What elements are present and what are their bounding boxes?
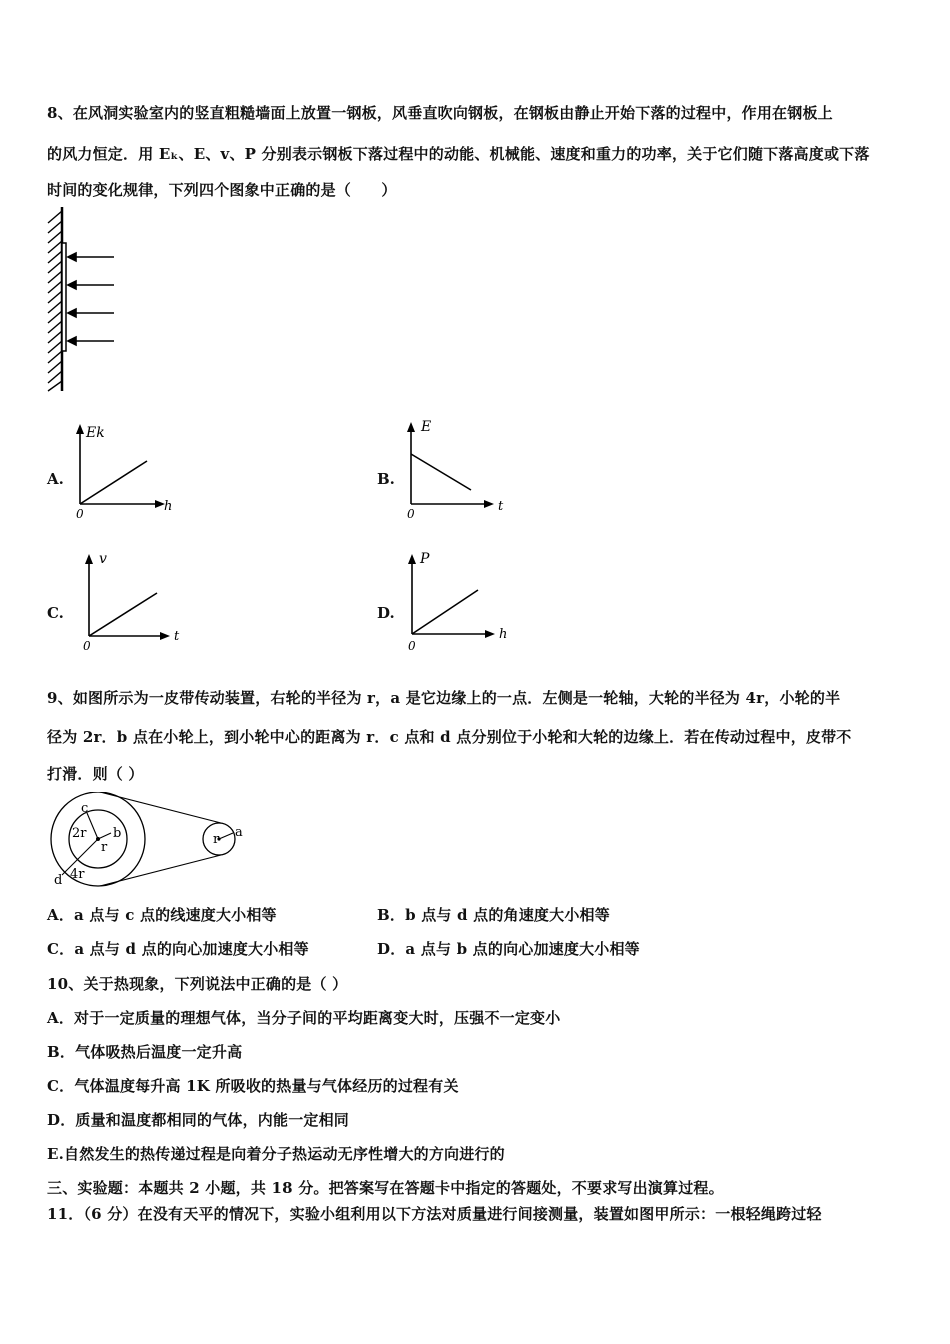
q9-option-a: A．a 点与 c 点的线速度大小相等 [47,906,277,924]
q8-line-1: 8、在风洞实验室内的竖直粗糙墙面上放置一钢板，风垂直吹向钢板，在钢板由静止开始下落的过程中，作用在钢板上 [47,104,833,122]
q8-graph-d [402,546,517,654]
q9-option-c: C．a 点与 d 点的向心加速度大小相等 [47,940,309,958]
q8-graph-d-y-label: P [420,551,430,567]
label-4r: 4r [70,867,85,882]
label-b: b [113,826,122,841]
q8-graph-a-origin: 0 [76,507,84,521]
q8-graph-a-y-label: Ek [86,425,105,441]
label-d: d [54,873,63,888]
q8-line-2: 的风力恒定．用 Eₖ、E、v、P 分别表示钢板下落过程中的动能、机械能、速度和重力的功率，关于它们随下落高度或下落 [47,145,870,163]
q11-stem: 11．（6 分）在没有天平的情况下，实验小组利用以下方法对质量进行间接测量，装置如图甲所示：一根轻绳跨过轻 [47,1205,822,1223]
label-c: c [81,801,89,816]
q8-graph-b-x-label: t [498,499,504,514]
q8-graph-c-x-label: t [174,629,180,644]
label-2r: 2r [72,826,87,841]
q8-graph-b [401,414,516,522]
q10-option-d: D．质量和温度都相同的气体，内能一定相同 [47,1111,350,1129]
q8-graph-b-origin: 0 [407,507,415,521]
q8-graph-a [70,418,185,523]
q10-option-a: A．对于一定质量的理想气体，当分子间的平均距离变大时，压强不一定变小 [47,1009,561,1027]
wind-tunnel-figure [40,205,130,395]
q10-stem: 10、关于热现象，下列说法中正确的是（ ） [47,975,348,993]
q8-graph-c [79,546,189,654]
q8-graph-d-origin: 0 [408,639,416,653]
q8-graph-c-origin: 0 [83,639,91,653]
belt-drive-figure [45,792,260,892]
q8-graph-c-y-label: v [99,551,107,567]
q10-option-b: B．气体吸热后温度一定升高 [47,1043,243,1061]
q8-option-c-label: C. [47,604,64,622]
q9-line-1: 9、如图所示为一皮带传动装置，右轮的半径为 r，a 是它边缘上的一点．左侧是一轮轴，大轮的半径为 4r，小轮的半 [47,689,841,707]
q10-option-c: C．气体温度每升高 1K 所吸收的热量与气体经历的过程有关 [47,1077,459,1095]
q8-graph-d-x-label: h [499,627,508,642]
q9-option-b: B．b 点与 d 点的角速度大小相等 [377,906,610,924]
q8-graph-b-y-label: E [421,419,432,435]
q8-option-a-label: A. [47,470,64,488]
q8-line-3: 时间的变化规律，下列四个图象中正确的是（ ） [47,181,397,199]
label-r-right: r [213,832,220,847]
q8-option-b-label: B. [377,470,395,488]
q9-line-2: 径为 2r．b 点在小轮上，到小轮中心的距离为 r．c 点和 d 点分别位于小轮和大轮的边缘上．若在传动过程中，皮带不 [47,728,852,746]
label-a: a [235,825,243,840]
q10-option-e: E.自然发生的热传递过程是向着分子热运动无序性增大的方向进行的 [47,1145,505,1163]
q9-line-3: 打滑．则（ ） [47,765,144,783]
label-r-left: r [101,840,108,855]
section-3-heading: 三、实验题：本题共 2 小题，共 18 分。把答案写在答题卡中指定的答题处，不要求写出演算过程。 [47,1179,724,1197]
q8-option-d-label: D. [377,604,395,622]
q8-graph-a-x-label: h [164,499,173,514]
q9-option-d: D．a 点与 b 点的向心加速度大小相等 [377,940,640,958]
